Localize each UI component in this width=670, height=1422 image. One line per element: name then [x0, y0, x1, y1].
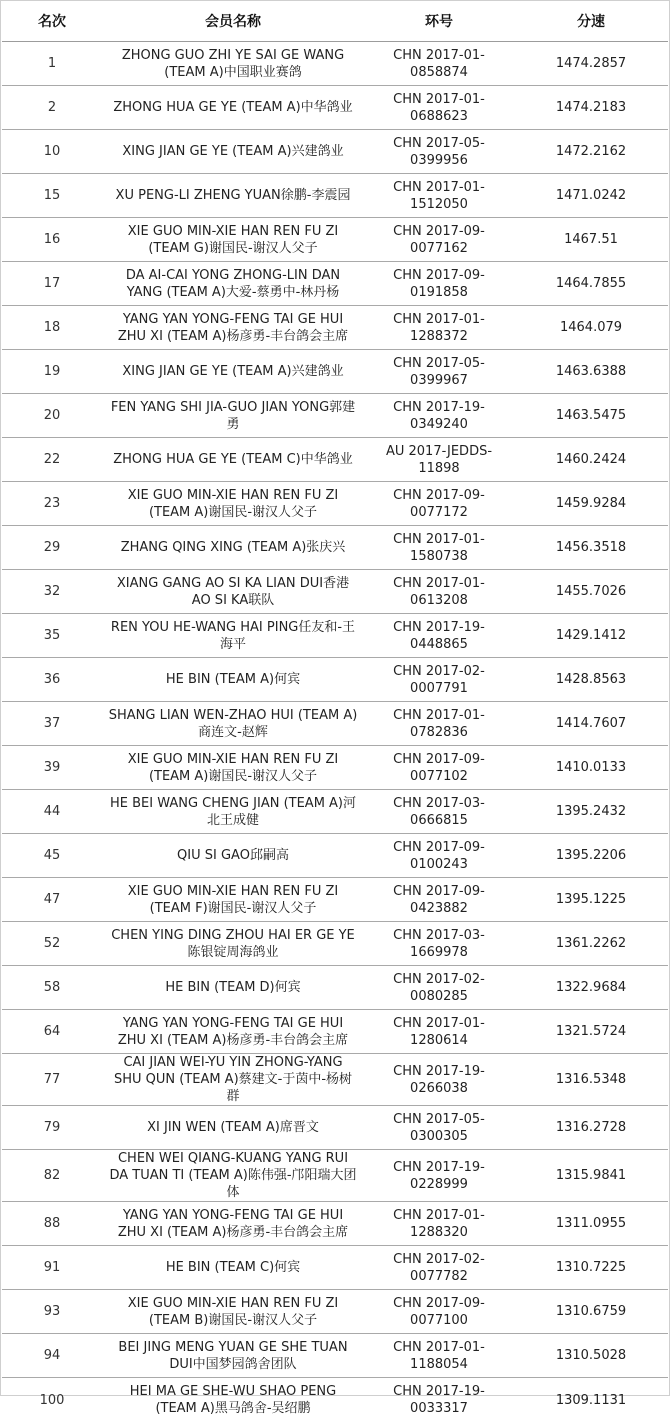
table-row — [2, 306, 668, 350]
table-row — [2, 1378, 668, 1422]
member-name-cell: XIANG GANG AO SI KA LIAN DUI香港AO SI KA联队 — [102, 570, 364, 614]
ring-number-cell: CHN 2017-01-1188054 — [364, 1334, 514, 1378]
ring-number-cell: CHN 2017-09-0077172 — [364, 482, 514, 526]
table-row — [2, 1202, 668, 1246]
rank-cell: 35 — [2, 614, 102, 658]
table-row — [2, 482, 668, 526]
ring-number-cell: CHN 2017-03-1669978 — [364, 922, 514, 966]
member-name-cell: BEI JING MENG YUAN GE SHE TUAN DUI中国梦园鸽舍团队 — [102, 1334, 364, 1378]
rank-cell: 94 — [2, 1334, 102, 1378]
speed-cell: 1460.2424 — [514, 438, 668, 482]
ring-number-cell: CHN 2017-05-0399956 — [364, 130, 514, 174]
member-name-cell: XIE GUO MIN-XIE HAN REN FU ZI (TEAM F)谢国民-谢汉人父子 — [102, 878, 364, 922]
header-ring-number: 环号 — [364, 1, 514, 42]
rank-cell: 29 — [2, 526, 102, 570]
ring-number-cell: CHN 2017-01-1288372 — [364, 306, 514, 350]
member-name-cell: XING JIAN GE YE (TEAM A)兴建鸽业 — [102, 130, 364, 174]
table-row — [2, 438, 668, 482]
rank-cell: 37 — [2, 702, 102, 746]
member-name-cell: XIE GUO MIN-XIE HAN REN FU ZI (TEAM A)谢国民-谢汉人父子 — [102, 482, 364, 526]
ring-number-cell: CHN 2017-01-0782836 — [364, 702, 514, 746]
table-row — [2, 702, 668, 746]
rank-cell: 52 — [2, 922, 102, 966]
speed-cell: 1463.5475 — [514, 394, 668, 438]
speed-cell: 1309.1131 — [514, 1378, 668, 1422]
rank-cell: 64 — [2, 1010, 102, 1054]
ring-number-cell: CHN 2017-01-0858874 — [364, 42, 514, 86]
member-name-cell: REN YOU HE-WANG HAI PING任友和-王海平 — [102, 614, 364, 658]
ring-number-cell: CHN 2017-09-0077100 — [364, 1290, 514, 1334]
ring-number-cell: CHN 2017-05-0399967 — [364, 350, 514, 394]
speed-cell: 1321.5724 — [514, 1010, 668, 1054]
table-row — [2, 834, 668, 878]
table-row — [2, 526, 668, 570]
race-results-table — [2, 1, 668, 1422]
rank-cell: 79 — [2, 1106, 102, 1150]
header-rank: 名次 — [2, 1, 102, 42]
ring-number-cell: CHN 2017-19-0033317 — [364, 1378, 514, 1422]
ring-number-cell: CHN 2017-01-1580738 — [364, 526, 514, 570]
ring-number-cell: CHN 2017-09-0077102 — [364, 746, 514, 790]
rank-cell: 2 — [2, 86, 102, 130]
rank-cell: 18 — [2, 306, 102, 350]
speed-cell: 1459.9284 — [514, 482, 668, 526]
member-name-cell: XING JIAN GE YE (TEAM A)兴建鸽业 — [102, 350, 364, 394]
speed-cell: 1414.7607 — [514, 702, 668, 746]
table-row — [2, 130, 668, 174]
table-row — [2, 1246, 668, 1290]
speed-cell: 1310.5028 — [514, 1334, 668, 1378]
speed-cell: 1464.7855 — [514, 262, 668, 306]
member-name-cell: HEI MA GE SHE-WU SHAO PENG (TEAM A)黑马鸽舍-吴绍鹏 — [102, 1378, 364, 1422]
speed-cell: 1456.3518 — [514, 526, 668, 570]
speed-cell: 1429.1412 — [514, 614, 668, 658]
header-member-name: 会员名称 — [102, 1, 364, 42]
speed-cell: 1410.0133 — [514, 746, 668, 790]
table-row — [2, 614, 668, 658]
rank-cell: 77 — [2, 1054, 102, 1106]
speed-cell: 1315.9841 — [514, 1150, 668, 1202]
table-header-row — [2, 1, 668, 42]
table-row — [2, 42, 668, 86]
ring-number-cell: CHN 2017-01-0688623 — [364, 86, 514, 130]
member-name-cell: CHEN YING DING ZHOU HAI ER GE YE陈银锭周海鸽业 — [102, 922, 364, 966]
ring-number-cell: CHN 2017-02-0080285 — [364, 966, 514, 1010]
header-speed: 分速 — [514, 1, 668, 42]
member-name-cell: HE BIN (TEAM C)何宾 — [102, 1246, 364, 1290]
rank-cell: 15 — [2, 174, 102, 218]
table-row — [2, 350, 668, 394]
rank-cell: 20 — [2, 394, 102, 438]
member-name-cell: YANG YAN YONG-FENG TAI GE HUI ZHU XI (TEAM A)杨彦勇-丰台鸽会主席 — [102, 1202, 364, 1246]
table-row — [2, 174, 668, 218]
ring-number-cell: CHN 2017-01-0613208 — [364, 570, 514, 614]
ring-number-cell: CHN 2017-02-0007791 — [364, 658, 514, 702]
member-name-cell: YANG YAN YONG-FENG TAI GE HUI ZHU XI (TEAM A)杨彦勇-丰台鸽会主席 — [102, 1010, 364, 1054]
table-row — [2, 1054, 668, 1106]
member-name-cell: ZHONG GUO ZHI YE SAI GE WANG (TEAM A)中国职业赛鸽 — [102, 42, 364, 86]
rank-cell: 45 — [2, 834, 102, 878]
speed-cell: 1395.2432 — [514, 790, 668, 834]
table-row — [2, 658, 668, 702]
ring-number-cell: CHN 2017-09-0077162 — [364, 218, 514, 262]
speed-cell: 1311.0955 — [514, 1202, 668, 1246]
rank-cell: 88 — [2, 1202, 102, 1246]
member-name-cell: FEN YANG SHI JIA-GUO JIAN YONG郭建勇 — [102, 394, 364, 438]
member-name-cell: HE BEI WANG CHENG JIAN (TEAM A)河北王成健 — [102, 790, 364, 834]
member-name-cell: ZHANG QING XING (TEAM A)张庆兴 — [102, 526, 364, 570]
table-row — [2, 922, 668, 966]
ring-number-cell: CHN 2017-01-1288320 — [364, 1202, 514, 1246]
rank-cell: 10 — [2, 130, 102, 174]
table-row — [2, 1106, 668, 1150]
speed-cell: 1455.7026 — [514, 570, 668, 614]
ring-number-cell: CHN 2017-09-0423882 — [364, 878, 514, 922]
member-name-cell: ZHONG HUA GE YE (TEAM A)中华鸽业 — [102, 86, 364, 130]
ring-number-cell: CHN 2017-09-0100243 — [364, 834, 514, 878]
table-row — [2, 570, 668, 614]
speed-cell: 1361.2262 — [514, 922, 668, 966]
table-row — [2, 394, 668, 438]
speed-cell: 1463.6388 — [514, 350, 668, 394]
ring-number-cell: CHN 2017-01-1512050 — [364, 174, 514, 218]
ring-number-cell: CHN 2017-09-0191858 — [364, 262, 514, 306]
ring-number-cell: CHN 2017-19-0228999 — [364, 1150, 514, 1202]
speed-cell: 1322.9684 — [514, 966, 668, 1010]
rank-cell: 82 — [2, 1150, 102, 1202]
speed-cell: 1310.6759 — [514, 1290, 668, 1334]
speed-cell: 1464.079 — [514, 306, 668, 350]
ring-number-cell: CHN 2017-05-0300305 — [364, 1106, 514, 1150]
rank-cell: 16 — [2, 218, 102, 262]
table-row — [2, 1334, 668, 1378]
speed-cell: 1310.7225 — [514, 1246, 668, 1290]
rank-cell: 22 — [2, 438, 102, 482]
member-name-cell: XIE GUO MIN-XIE HAN REN FU ZI (TEAM A)谢国民-谢汉人父子 — [102, 746, 364, 790]
speed-cell: 1395.1225 — [514, 878, 668, 922]
speed-cell: 1474.2183 — [514, 86, 668, 130]
rank-cell: 58 — [2, 966, 102, 1010]
table-row — [2, 1010, 668, 1054]
member-name-cell: CHEN WEI QIANG-KUANG YANG RUI DA TUAN TI (TEAM A)陈伟强-邝阳瑞大团体 — [102, 1150, 364, 1202]
rank-cell: 32 — [2, 570, 102, 614]
member-name-cell: CAI JIAN WEI-YU YIN ZHONG-YANG SHU QUN (TEAM A)蔡建文-于茵中-杨树群 — [102, 1054, 364, 1106]
table-row — [2, 262, 668, 306]
table-row — [2, 86, 668, 130]
table-row — [2, 218, 668, 262]
table-row — [2, 790, 668, 834]
member-name-cell: YANG YAN YONG-FENG TAI GE HUI ZHU XI (TEAM A)杨彦勇-丰台鸽会主席 — [102, 306, 364, 350]
rank-cell: 17 — [2, 262, 102, 306]
member-name-cell: SHANG LIAN WEN-ZHAO HUI (TEAM A)商连文-赵辉 — [102, 702, 364, 746]
table-row — [2, 1290, 668, 1334]
table-body — [2, 42, 668, 1422]
rank-cell: 91 — [2, 1246, 102, 1290]
speed-cell: 1316.5348 — [514, 1054, 668, 1106]
member-name-cell: HE BIN (TEAM D)何宾 — [102, 966, 364, 1010]
member-name-cell: DA AI-CAI YONG ZHONG-LIN DAN YANG (TEAM A)大爱-蔡勇中-林丹杨 — [102, 262, 364, 306]
speed-cell: 1467.51 — [514, 218, 668, 262]
rank-cell: 23 — [2, 482, 102, 526]
speed-cell: 1471.0242 — [514, 174, 668, 218]
ring-number-cell: CHN 2017-01-1280614 — [364, 1010, 514, 1054]
ring-number-cell: CHN 2017-02-0077782 — [364, 1246, 514, 1290]
speed-cell: 1472.2162 — [514, 130, 668, 174]
rank-cell: 19 — [2, 350, 102, 394]
ring-number-cell: AU 2017-JEDDS-11898 — [364, 438, 514, 482]
member-name-cell: XI JIN WEN (TEAM A)席晋文 — [102, 1106, 364, 1150]
member-name-cell: XU PENG-LI ZHENG YUAN徐鹏-李震园 — [102, 174, 364, 218]
member-name-cell: QIU SI GAO邱嗣高 — [102, 834, 364, 878]
rank-cell: 1 — [2, 42, 102, 86]
table-row — [2, 746, 668, 790]
table-row — [2, 878, 668, 922]
ring-number-cell: CHN 2017-03-0666815 — [364, 790, 514, 834]
member-name-cell: XIE GUO MIN-XIE HAN REN FU ZI (TEAM G)谢国民-谢汉人父子 — [102, 218, 364, 262]
rank-cell: 47 — [2, 878, 102, 922]
rank-cell: 93 — [2, 1290, 102, 1334]
speed-cell: 1428.8563 — [514, 658, 668, 702]
member-name-cell: XIE GUO MIN-XIE HAN REN FU ZI (TEAM B)谢国民-谢汉人父子 — [102, 1290, 364, 1334]
rank-cell: 36 — [2, 658, 102, 702]
speed-cell: 1474.2857 — [514, 42, 668, 86]
member-name-cell: HE BIN (TEAM A)何宾 — [102, 658, 364, 702]
table-row — [2, 1150, 668, 1202]
ring-number-cell: CHN 2017-19-0266038 — [364, 1054, 514, 1106]
table-row — [2, 966, 668, 1010]
rank-cell: 100 — [2, 1378, 102, 1422]
rank-cell: 39 — [2, 746, 102, 790]
ring-number-cell: CHN 2017-19-0448865 — [364, 614, 514, 658]
rank-cell: 44 — [2, 790, 102, 834]
ring-number-cell: CHN 2017-19-0349240 — [364, 394, 514, 438]
member-name-cell: ZHONG HUA GE YE (TEAM C)中华鸽业 — [102, 438, 364, 482]
speed-cell: 1395.2206 — [514, 834, 668, 878]
speed-cell: 1316.2728 — [514, 1106, 668, 1150]
